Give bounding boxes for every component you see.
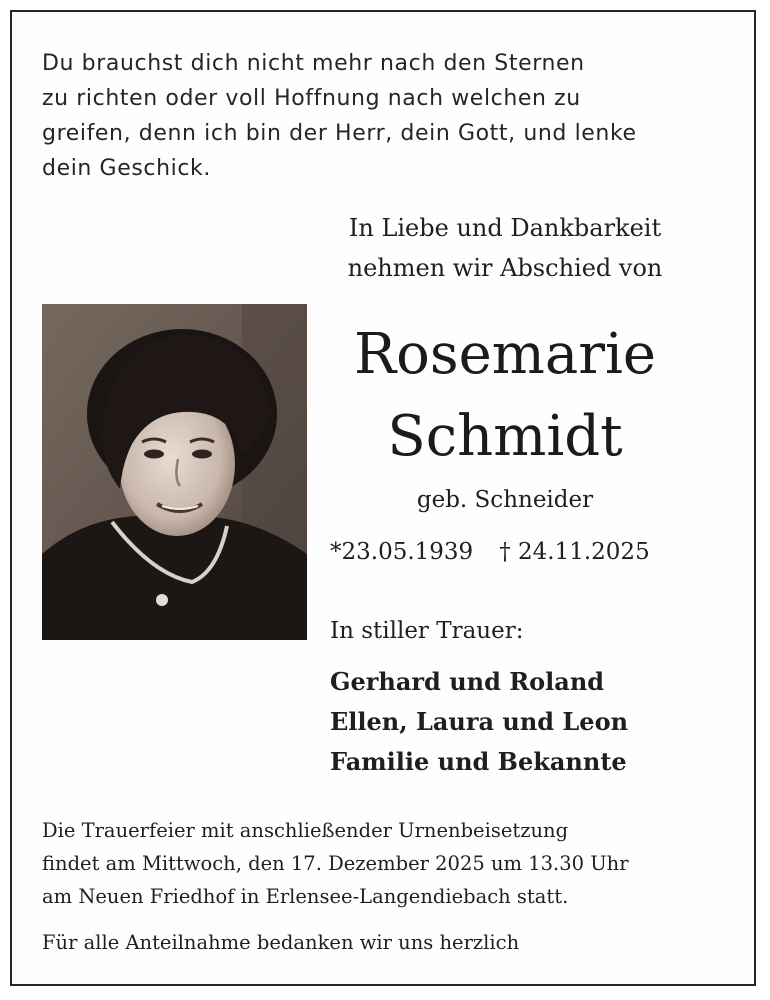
ceremony-line: Die Trauerfeier mit anschließender Urnenbeisetzung [42,819,569,842]
thanks-note: Für alle Anteilnahme bedanken wir uns herzlich [42,931,520,954]
portrait-photo [42,304,307,640]
first-name: Rosemarie [353,322,657,387]
ceremony-line: findet am Mittwoch, den 17. Dezember 2025 um 13.30 Uhr [42,852,629,875]
mourner-line: Familie und Bekannte [330,747,627,776]
deceased-name [300,314,710,478]
portrait-image [42,304,307,640]
intro-line: nehmen wir Abschied von [347,254,663,282]
mourner-line: Ellen, Laura und Leon [330,707,629,736]
birth-date: *23.05.1939 [330,539,474,565]
verse-line: Du brauchst dich nicht mehr nach den Sternen [42,51,585,76]
life-dates [330,536,650,568]
verse-line: dein Geschick. [42,156,211,181]
maiden-name: geb. Schneider [416,487,594,513]
mourning-label: In stiller Trauer: [330,618,524,644]
intro-line: In Liebe und Dankbarkeit [348,214,662,242]
mourners-list [330,662,628,782]
verse-line: zu richten oder voll Hoffnung nach welchen zu [42,86,581,111]
ceremony-info [42,814,629,913]
farewell-intro [300,208,710,288]
death-date: † 24.11.2025 [499,539,650,565]
ceremony-line: am Neuen Friedhof in Erlensee-Langendiebach statt. [42,885,569,908]
last-name: Schmidt [387,404,623,469]
verse-line: greifen, denn ich bin der Herr, dein Gott, und lenke [42,121,637,146]
mourner-line: Gerhard und Roland [330,667,605,696]
bible-verse [42,46,722,186]
